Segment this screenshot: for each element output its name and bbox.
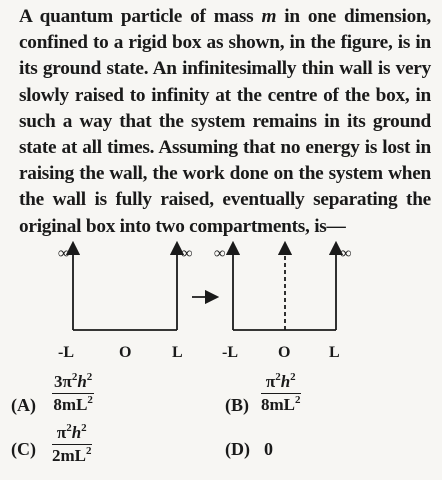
option-b-label: (B) — [225, 395, 249, 415]
x-label-origin: O — [278, 344, 291, 360]
mass-symbol: m — [261, 6, 277, 27]
infinity-label: ∞ — [214, 245, 226, 262]
infinity-label: ∞ — [181, 245, 193, 262]
infinity-label: ∞ — [340, 245, 352, 262]
option-c-label: (C) — [11, 439, 36, 459]
question-text: A quantum particle of mass m in one dimension, confined to a rigid box as shown, in the figure, is in its ground state. An infinitesimally thin wall is very slowly raised to infinity at the centre of the box, in such a way that the system remains in its ground state at all times. Assuming that no energy is lost in raising the wall, the work done on the system when the wall is fully raised, eventually separating the original box into two compartments, is— — [19, 6, 431, 237]
option-d-label: (D) — [225, 439, 250, 459]
x-label-L: L — [172, 344, 183, 360]
x-label-neg-L: -L — [58, 344, 74, 360]
infinity-label: ∞ — [58, 245, 70, 262]
box-figure — [0, 236, 442, 360]
option-a-label: (A) — [11, 395, 36, 415]
x-label-L: L — [329, 344, 340, 360]
option-b-fraction: $\frac{\pi^2h^2}{8mL^2}$ — [261, 371, 301, 414]
x-label-neg-L: -L — [222, 344, 238, 360]
x-label-origin: O — [119, 344, 132, 360]
option-a-fraction: $\frac{3\pi^2h^2}{8mL^2}$ — [53, 371, 93, 414]
option-d-value: 0 — [264, 439, 273, 459]
option-c-fraction: $\frac{\pi^2h^2}{2mL^2}$ — [52, 422, 92, 465]
